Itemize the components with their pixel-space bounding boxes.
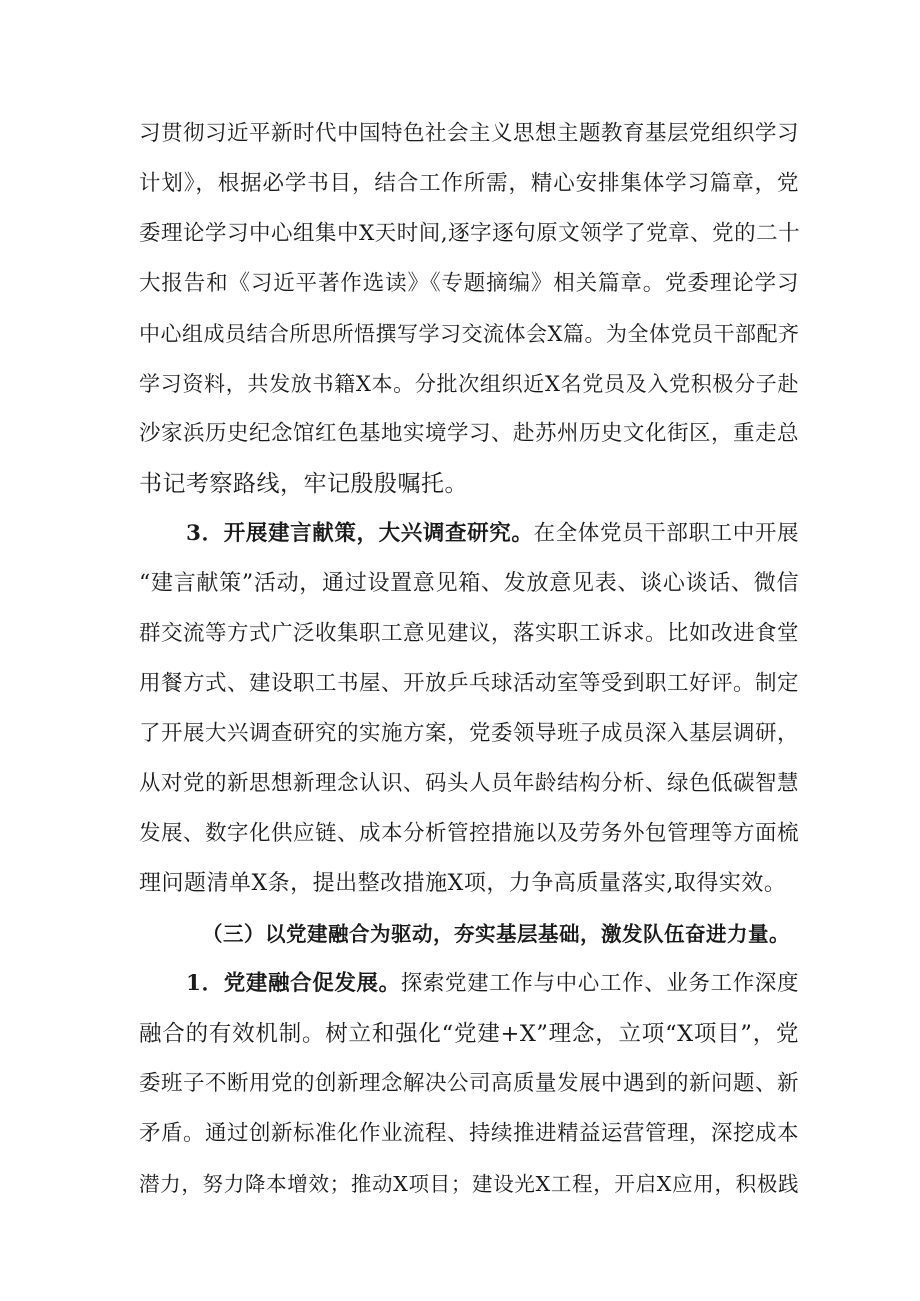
section-heading: （三）以党建融合为驱动，夯实基层基础，激发队伍奋进力量。 [202,922,790,946]
paragraph-2-line-4: 用餐方式、建设职工书屋、开放乒乓球活动室等受到职工好评。制定 [139,671,800,696]
paragraph-4-line-4: 矛盾。通过创新标准化作业流程、持续推进精益运营管理，深挖成本 [139,1121,800,1146]
paragraph-2-line-2: “建言献策”活动，通过设置意见箱、发放意见表、谈心谈话、微信 [139,571,799,596]
paragraph-2-line-3: 群交流等方式广泛收集职工意见建议，落实职工诉求。比如改进食堂 [139,621,800,646]
paragraph-1-line-7: 沙家浜历史纪念馆红色基地实境学习、赴苏州历史文化街区，重走总 [139,421,800,446]
paragraph-1-line-1: 习贯彻习近平新时代中国特色社会主义思想主题教育基层党组织学习 [139,121,800,146]
paragraph-1-line-2: 计划》，根据必学书目，结合工作所需，精心安排集体学习篇章，党 [139,171,799,196]
paragraph-2-heading: 3．开展建言献策，大兴调查研究。 [186,521,534,546]
paragraph-2-first-line-rest: 在全体党员干部职工中开展 [533,521,799,546]
paragraph-2-first-line [186,518,799,550]
paragraph-1-line-3: 委理论学习中心组集中X天时间,逐字逐句原文领学了党章、党的二十 [139,221,801,246]
paragraph-2-line-8: 理问题清单X条，提出整改措施X项，力争高质量落实,取得实效。 [139,871,787,896]
paragraph-4-heading: 1．党建融合促发展。 [186,971,401,996]
paragraph-1-line-4: 大报告和《习近平著作选读》《专题摘编》相关篇章。党委理论学习 [139,271,799,296]
paragraph-1-line-6: 学习资料，共发放书籍X本。分批次组织近X名党员及入党积极分子赴 [139,372,799,396]
paragraph-4-first-line-rest: 探索党建工作与中心工作、业务工作深度 [400,971,799,996]
paragraph-4-first-line [186,968,799,1000]
paragraph-4-line-5: 潜力，努力降本增效；推动X项目；建设光X工程，开启X应用，积极践 [139,1172,799,1196]
paragraph-2-line-7: 发展、数字化供应链、成本分析管控措施以及劳务外包管理等方面梳 [139,821,800,846]
paragraph-4-line-2: 融合的有效机制。树立和强化“党建+X”理念，立项“X项目”，党 [139,1021,799,1047]
paragraph-1-line-5: 中心组成员结合所思所悟撰写学习交流体会X篇。为全体党员干部配齐 [139,322,800,346]
paragraph-2-line-6: 从对党的新思想新理念认识、码头人员年龄结构分析、绿色低碳智慧 [139,771,800,796]
paragraph-2-line-5: 了开展大兴调查研究的实施方案，党委领导班子成员深入基层调研， [139,721,800,746]
paragraph-4-line-3: 委班子不断用党的创新理念解决公司高质量发展中遇到的新问题、新 [139,1071,800,1096]
paragraph-1-line-8: 书记考察路线，牢记殷殷嘱托。 [139,471,468,497]
